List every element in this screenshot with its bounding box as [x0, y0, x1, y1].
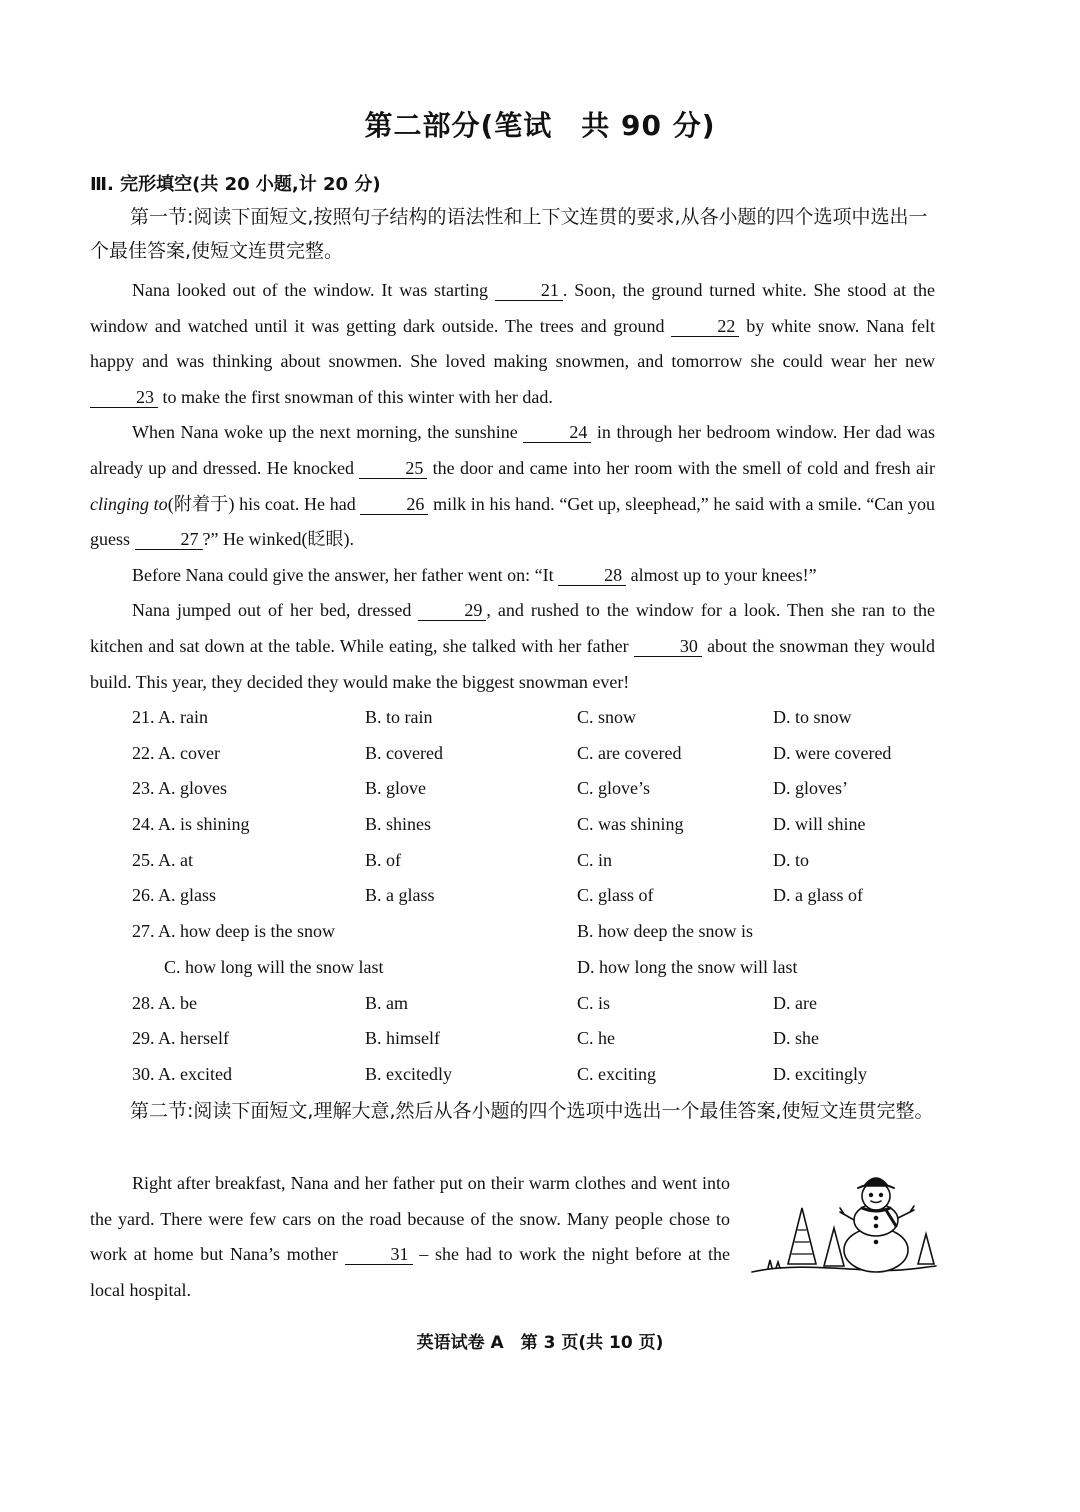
option-c: C. glass of	[577, 885, 654, 906]
option-a: 23. A. gloves	[132, 778, 228, 799]
text: milk in his hand. “Get up, sleephead,” he said with a smile. “Can you guess	[90, 493, 935, 550]
page-footer: 英语试卷 A 第 3 页(共 10 页)	[416, 1333, 664, 1353]
italic-phrase: clinging to	[90, 493, 168, 514]
question-29	[132, 1024, 932, 1060]
option-b: B. excitedly	[365, 1063, 452, 1084]
text: Before Nana could give the answer, her father went on: “It	[132, 564, 559, 585]
blank-21: 21	[495, 280, 563, 301]
text: – she had to work the night before at the local hospital.	[90, 1244, 730, 1300]
question-25	[132, 846, 932, 882]
text: (附着于) his coat. He had	[167, 493, 361, 514]
option-d: D. excitingly	[773, 1063, 867, 1084]
blank-29: 29	[418, 600, 486, 621]
option-a: 28. A. be	[132, 992, 197, 1013]
option-b: B. glove	[365, 778, 426, 799]
option-a: 24. A. is shining	[132, 814, 250, 835]
paragraph-4	[90, 593, 935, 700]
blank-28: 28	[558, 565, 626, 586]
text: Nana looked out of the window. It was starting	[132, 280, 495, 300]
option-b: B. covered	[365, 742, 443, 763]
option-c: C. was shining	[577, 814, 684, 835]
paragraph-2	[90, 415, 935, 557]
option-a: 29. A. herself	[132, 1028, 229, 1049]
blank-26: 26	[360, 494, 428, 515]
text: to make the first snowman of this winter with her dad.	[158, 386, 553, 407]
section-heading: Ⅲ. 完形填空(共 20 小题,计 20 分)	[90, 174, 381, 195]
option-c: C. how long will the snow last	[164, 956, 384, 977]
option-b: B. himself	[365, 1028, 440, 1049]
section2-instruction: 第二节:阅读下面短文,理解大意,然后从各小题的四个选项中选出一个最佳答案,使短文连贯完整。	[130, 1100, 934, 1122]
text: ?” He winked(眨眼).	[202, 529, 354, 550]
option-c: C. he	[577, 1028, 615, 1049]
blank-27: 27	[135, 529, 203, 550]
option-b: B. to rain	[365, 707, 433, 727]
blank-24: 24	[523, 422, 591, 443]
option-d: D. she	[773, 1028, 819, 1049]
question-27-cont	[132, 953, 932, 989]
blank-22: 22	[671, 316, 739, 337]
paragraph-3	[90, 558, 935, 594]
question-21	[132, 703, 932, 739]
option-c: C. glove’s	[577, 778, 651, 799]
part-title: 第二部分(笔试 共 90 分)	[364, 109, 716, 142]
question-27	[132, 917, 932, 953]
option-d: D. to	[773, 849, 809, 870]
option-b: B. a glass	[365, 885, 435, 906]
answer-options	[132, 703, 932, 1096]
option-d: D. were covered	[773, 742, 892, 763]
option-d: D. how long the snow will last	[577, 956, 798, 977]
option-a: 21. A. rain	[132, 707, 208, 727]
option-d: D. a glass of	[773, 885, 863, 906]
question-30	[132, 1060, 932, 1096]
question-23	[132, 774, 932, 810]
paragraph-5	[90, 1166, 730, 1308]
option-d: D. to snow	[773, 707, 852, 727]
text: Nana jumped out of her bed, dressed	[132, 600, 419, 621]
text: by white snow. Nana felt happy and was thinking about snowmen. She loved making snowmen, and tomorrow she could wear her new	[90, 315, 935, 372]
option-b: B. of	[365, 849, 401, 870]
blank-25: 25	[359, 458, 427, 479]
blank-23: 23	[90, 387, 158, 408]
text: in through her bedroom window. Her dad was already up and dressed. He knocked	[90, 422, 935, 478]
paragraph-1	[90, 273, 935, 415]
option-d: D. will shine	[773, 814, 866, 835]
text: , and rushed to the window for a look. Then she ran to the kitchen and sat down at the table. While eating, she talked with her father	[90, 600, 935, 656]
question-22	[132, 739, 932, 775]
option-a: 30. A. excited	[132, 1063, 232, 1084]
option-a: 27. A. how deep is the snow	[132, 921, 335, 942]
text: the door and came into her room with the smell of cold and fresh air	[427, 457, 935, 478]
text: . Soon, the ground turned white. She stood at the window and watched until it was getting dark outside. The trees and ground	[90, 280, 935, 336]
text: about the snowman they would build. This year, they decided they would make the biggest snowman ever!	[90, 635, 935, 692]
cloze-passage-1	[90, 273, 935, 700]
blank-31: 31	[345, 1244, 413, 1265]
text: When Nana woke up the next morning, the sunshine	[132, 422, 524, 443]
question-24	[132, 810, 932, 846]
cloze-passage-2	[90, 1166, 730, 1308]
option-b: B. am	[365, 992, 408, 1013]
blank-30: 30	[634, 636, 702, 657]
text: almost up to your knees!”	[626, 564, 817, 585]
option-d: D. are	[773, 992, 817, 1013]
option-b: B. shines	[365, 814, 432, 835]
question-26	[132, 881, 932, 917]
option-b: B. how deep the snow is	[577, 921, 753, 942]
snowman-illustration	[748, 1168, 938, 1288]
question-28	[132, 989, 932, 1025]
option-a: 26. A. glass	[132, 885, 217, 906]
text: Right after breakfast, Nana and her father put on their warm clothes and went into the yard. There were few cars on the road because of the snow. Many people chose to work at home but Nana’s mother	[90, 1173, 730, 1264]
option-c: C. in	[577, 849, 613, 870]
option-c: C. are covered	[577, 742, 682, 763]
section1-instruction: 第一节:阅读下面短文,按照句子结构的语法性和上下文连贯的要求,从各小题的四个选项中选出一个最佳答案,使短文连贯完整。	[90, 206, 928, 262]
option-a: 25. A. at	[132, 849, 193, 870]
option-c: C. snow	[577, 707, 637, 727]
option-c: C. is	[577, 992, 611, 1013]
option-a: 22. A. cover	[132, 742, 220, 763]
option-d: D. gloves’	[773, 778, 848, 799]
option-c: C. exciting	[577, 1063, 656, 1084]
